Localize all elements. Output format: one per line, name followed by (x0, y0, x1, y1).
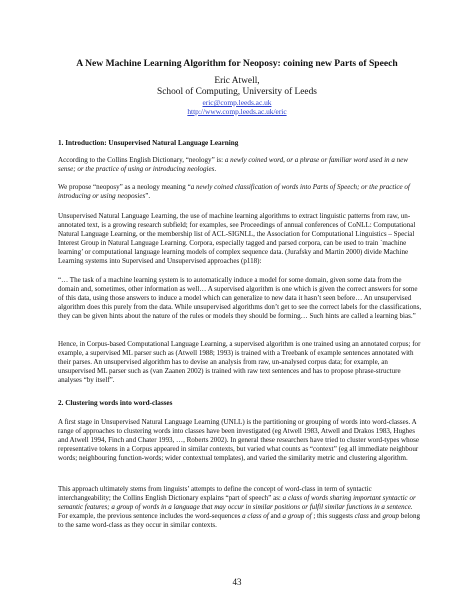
definition-italic: a class of words sharing important syntactic or semantic features; a group of words in a language that may occur in similar positions or fulfil similar functions in a sentence. (58, 493, 416, 511)
section-1-paragraph-1 (58, 156, 422, 174)
section-1-paragraph-3: Unsupervised Natural Language Learning, the use of machine learning algorithms to extract linguistic patterns from raw, un-annotated text, is a growing research subfield; for examples, see Proceedings of annual conferences of CoNLL: Computational Natural Language Learning, or the membership list of ACL-SIGNLL, the Association for Computational Linguistics – Special Interest Group in Natural Language Learning. Corpora, especially tagged and parsed corpora, can be used to train `machine learning’ or computational language learning models of complex sequence data. (Jurafsky and Martin 2000) divide Machine Learning systems into Supervised and Unsupervised approaches (p118): (58, 212, 416, 265)
author-url-link[interactable]: http://www.comp.leeds.ac.uk/eric (187, 107, 287, 116)
definition-italic: a newly coined classification of words into Parts of Speech; or the practice of introducing or using neoposies (58, 183, 410, 200)
example-italic: class (354, 511, 369, 520)
paper-title: A New Machine Learning Algorithm for Neoposy: coining new Parts of Speech (76, 58, 398, 69)
page-number: 43 (232, 577, 242, 587)
text-span: For example, the previous sentence includes the word-sequences (58, 511, 243, 520)
author-block (40, 76, 434, 116)
text-span: . (214, 164, 217, 173)
author-affiliation: School of Computing, University of Leeds (157, 87, 317, 97)
definition-italic: a newly coined word, or a phrase or familiar word used in a new sense; or the practice of using or introducing neologies (58, 156, 408, 173)
text-span: We propose “neoposy” as a neology meaning “ (58, 183, 191, 191)
text-span: ”. (145, 191, 151, 200)
author-email-link[interactable]: eric@comp.leeds.ac.uk (202, 98, 272, 107)
text-span: This approach ultimately stems from linguists’ attempts to define the concept of word-class in term of syntactic interchangeability; the Collins English Dictionary explains “part of speech” as: (58, 485, 372, 502)
text-span: ; this suggests (311, 511, 355, 520)
section-1-heading: 1. Introduction: Unsupervised Natural Language Learning (58, 139, 239, 147)
author-name: Eric Atwell, (214, 76, 260, 86)
text-span: and (268, 511, 283, 520)
section-1-paragraph-2 (58, 183, 422, 201)
example-italic: a group of (282, 511, 312, 520)
text-span: and (368, 511, 383, 520)
text-span: According to the Collins English Dictionary, “neology” is: (58, 156, 225, 164)
example-italic: group (382, 511, 400, 520)
section-2-paragraph-2 (58, 485, 422, 530)
section-2-paragraph-1: A first stage in Unsupervised Natural Language Learning (UNLL) is the partitioning or grouping of words into word-classes. A range of approaches to clustering words into classes have been investigated (eg Atwell 1983, Atwell and Drakos 1983, Hughes and Atwell 1994, Finch and Chater 1993, …, Roberts 2002). In general these researchers have tried to cluster word-types whose representative tokens in a Corpus appeared in similar contexts, but varied what counts as “context” (eg all immediate neighbour words; neighbouring function-words; wider contextual templates), and varied the similarity metric and clustering algorithm. (58, 418, 420, 462)
section-1-quote: “… The task of a machine learning system is to automatically induce a model for some domain, given some data from the domain and, sometimes, other information as well… A supervised algorithm is one which is given the correct answers for some of this data, using those answers to induce a model which can generalize to new data it hasn’t seen before… An unsupervised algorithm does this purely from the data. While unsupervised algorithms don’t get to see the correct labels for the classifications, they can be given hints about the nature of the rules or models they should be forming… Such hints are called a learning bias.” (58, 276, 422, 320)
example-italic: a class of (242, 511, 269, 520)
text-span: belong to the same word-class as they occur in similar contexts. (58, 511, 420, 529)
section-1-paragraph-5: Hence, in Corpus-based Computational Language Learning, a supervised algorithm is one trained using an annotated corpus; for example, a supervised ML parser such as (Atwell 1988; 1993) is trained with a Treebank of example sentences annotated with their parses. An unsupervised algorithm has to devise an analysis from raw, un-analysed corpus data; for example, an unsupervised ML parser such as (van Zaanen 2002) is trained with raw text sentences and has to propose phrase-structure analyses “by itself”. (58, 340, 421, 384)
section-2-heading: 2. Clustering words into word-classes (58, 399, 173, 407)
